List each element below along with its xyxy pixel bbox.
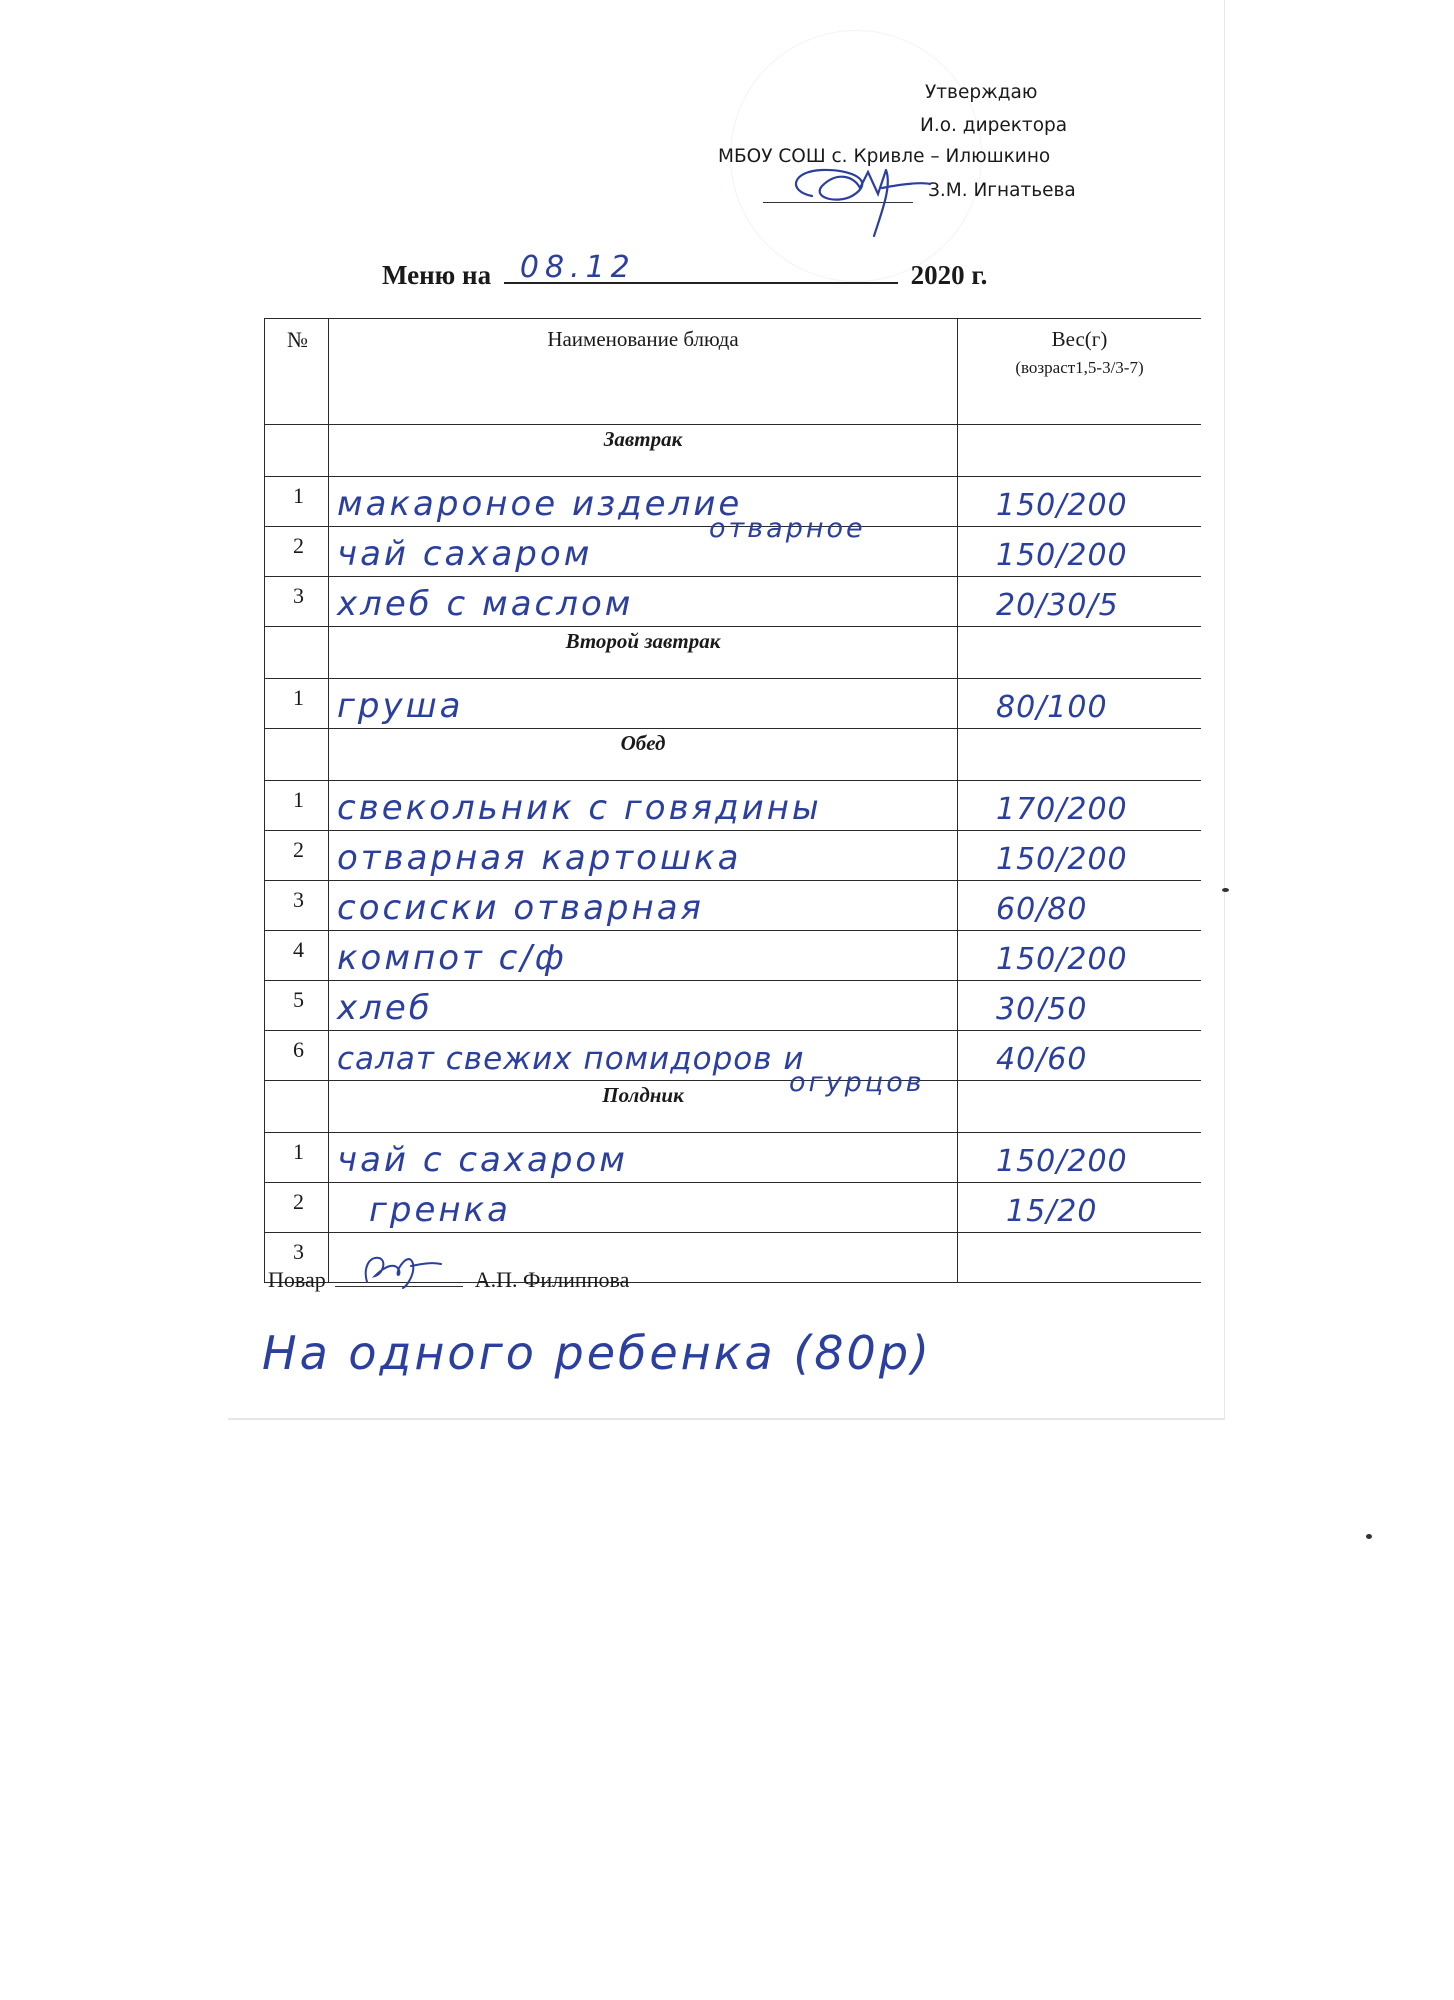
section-lunch: Обед — [329, 729, 958, 781]
table-row — [265, 1031, 1202, 1081]
approval-signer: З.М. Игнатьева — [928, 180, 1076, 201]
dish-weight: 150/200 — [996, 538, 1128, 573]
dish-weight: 80/100 — [996, 690, 1108, 725]
dish-name: груша — [337, 686, 464, 726]
table-row — [265, 477, 1202, 527]
row-num: 4 — [265, 931, 329, 981]
cook-signature-block — [268, 1266, 629, 1293]
dish-name: хлеб — [337, 988, 433, 1028]
row-num: 5 — [265, 981, 329, 1031]
dish-weight: 170/200 — [996, 792, 1128, 827]
table-row — [265, 527, 1202, 577]
section-row-lunch — [265, 729, 1202, 781]
dish-weight: 30/50 — [996, 992, 1088, 1027]
dish-name: макароное изделие — [337, 484, 743, 524]
table-row — [265, 931, 1202, 981]
header-name: Наименование блюда — [329, 319, 958, 425]
menu-title-suffix: 2020 г. — [910, 260, 988, 290]
header-weight-label: Вес(г) — [1051, 327, 1108, 351]
dish-weight: 150/200 — [996, 942, 1128, 977]
dish-weight: 15/20 — [1006, 1194, 1098, 1229]
dish-weight: 150/200 — [996, 1144, 1128, 1179]
section-second-breakfast: Второй завтрак — [329, 627, 958, 679]
section-snack: Полдник — [329, 1081, 958, 1133]
scan-speck — [1222, 888, 1229, 892]
director-signature — [782, 156, 932, 246]
cook-name: А.П. Филиппова — [474, 1267, 630, 1292]
menu-title-prefix: Меню на — [382, 260, 492, 290]
dish-weight: 60/80 — [996, 892, 1088, 927]
cook-label: Повар — [268, 1267, 326, 1292]
row-num: 3 — [265, 881, 329, 931]
dish-name: сосиски отварная — [337, 888, 704, 928]
date-field — [504, 250, 898, 285]
table-row — [265, 981, 1202, 1031]
dish-name: салат свежих помидоров и — [337, 1041, 805, 1077]
row-num: 1 — [265, 781, 329, 831]
table-row — [265, 1133, 1202, 1183]
approval-title: Утверждаю — [925, 82, 1038, 103]
approval-school: МБОУ СОШ с. Кривле – Илюшкино — [718, 146, 1051, 167]
dish-weight: 20/30/5 — [996, 588, 1119, 623]
dish-name: хлеб с маслом — [337, 584, 634, 624]
table-row — [265, 881, 1202, 931]
section-breakfast: Завтрак — [329, 425, 958, 477]
row-num: 3 — [265, 577, 329, 627]
table-row — [265, 781, 1202, 831]
dish-name-extra: отварное — [709, 513, 866, 544]
menu-date: 08.12 — [519, 250, 636, 285]
menu-table — [264, 318, 1201, 1283]
table-row — [265, 1183, 1202, 1233]
row-num: 3 — [265, 1233, 329, 1283]
dish-name: отварная картошка — [337, 838, 742, 878]
sheet-edge-right — [1224, 0, 1225, 1420]
menu-title — [382, 250, 988, 291]
dish-weight: 150/200 — [996, 842, 1128, 877]
dish-weight: 150/200 — [996, 488, 1128, 523]
table-row — [265, 577, 1202, 627]
dish-name: чай сахаром — [337, 534, 593, 574]
dish-weight: 40/60 — [996, 1042, 1088, 1077]
row-num: 1 — [265, 1133, 329, 1183]
dish-name: компот с/ф — [337, 938, 567, 978]
row-num: 6 — [265, 1031, 329, 1081]
section-row-breakfast — [265, 425, 1202, 477]
header-weight — [958, 319, 1202, 425]
row-num: 1 — [265, 477, 329, 527]
row-num: 2 — [265, 1183, 329, 1233]
footnote-per-child: На одного ребенка (80р) — [262, 1326, 932, 1380]
table-row — [265, 831, 1202, 881]
row-num: 2 — [265, 831, 329, 881]
header-weight-age: (возраст1,5-3/3-7) — [1015, 358, 1144, 377]
dish-name: чай с сахаром — [337, 1140, 628, 1180]
dish-name: свекольник с говядины — [337, 788, 822, 828]
cook-signature — [355, 1248, 445, 1290]
dish-name: гренка — [369, 1190, 511, 1230]
header-num: № — [265, 319, 329, 425]
row-num: 1 — [265, 679, 329, 729]
section-row-second-breakfast — [265, 627, 1202, 679]
cook-signature-line — [335, 1266, 463, 1287]
table-row — [265, 679, 1202, 729]
section-row-snack — [265, 1081, 1202, 1133]
table-header — [265, 319, 1202, 425]
scan-speck — [1366, 1534, 1372, 1539]
row-num: 2 — [265, 527, 329, 577]
dish-name-extra: огурцов — [789, 1067, 925, 1098]
sheet-edge-bottom — [228, 1418, 1224, 1420]
approval-position: И.о. директора — [920, 115, 1068, 136]
